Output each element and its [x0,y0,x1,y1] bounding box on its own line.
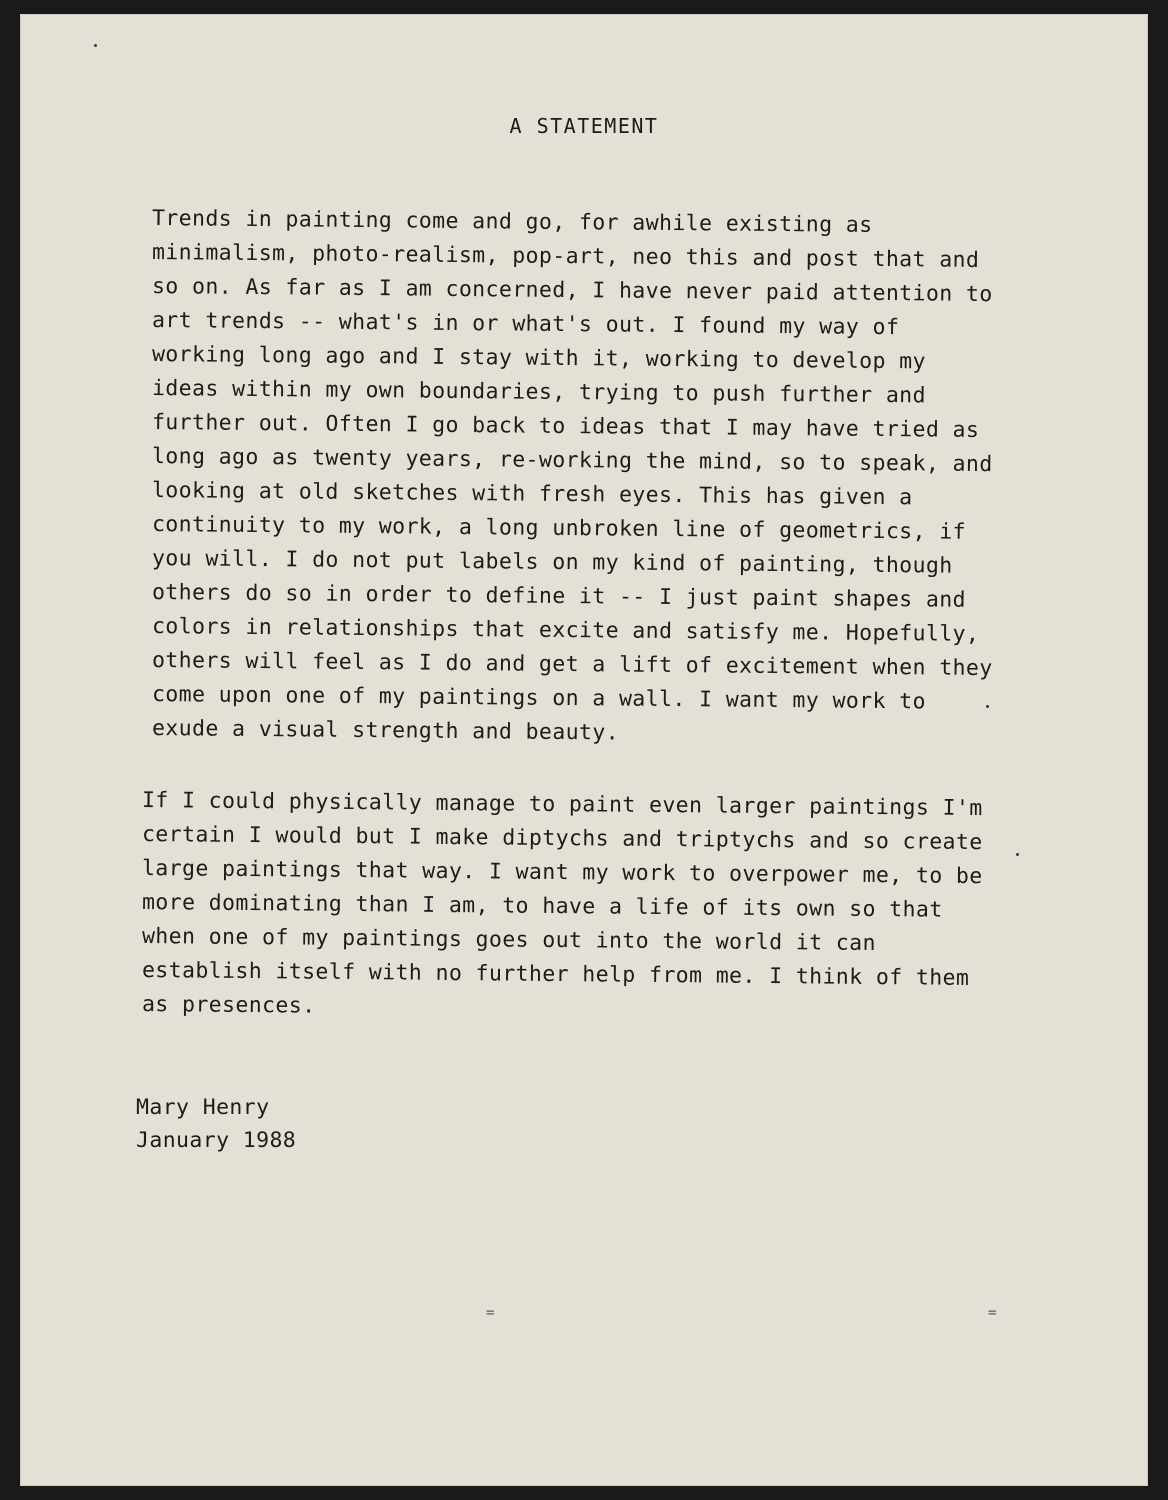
paragraph-line: others do so in order to define it -- I just paint shapes and [151,580,967,613]
paragraph-line: more dominating than I am, to have a life of its own so that [141,890,943,923]
paragraph-line: certain I would but I make diptychs and triptychs and so create [141,822,983,856]
statement-paragraph-2 [142,784,983,1022]
paragraph-line: others will feel as I do and get a lift of excitement when they [151,648,993,682]
print-mark-right: = [988,1305,997,1321]
paragraph-line: working long ago and I stay with it, working to develop my [151,342,927,375]
paragraph-line: establish itself with no further help from me. I think of them [141,958,970,991]
paragraph-line: when one of my paintings goes out into the world it can [141,924,877,957]
document-title: A STATEMENT [509,114,659,138]
paper-speck [986,705,989,708]
signature-date: January 1988 [136,1128,297,1153]
author-name: Mary Henry [136,1095,270,1120]
paragraph-line: ideas within my own boundaries, trying to push further and [151,376,927,409]
paragraph-line: art trends -- what's in or what's out. I found my way of [151,308,900,341]
paragraph-line: continuity to my work, a long unbroken line of geometrics, if [151,512,967,545]
paper-speck [94,44,97,47]
paragraph-line: large paintings that way. I want my work to overpower me, to be [141,856,983,890]
paragraph-line: you will. I do not put labels on my kind of painting, though [151,546,953,579]
paragraph-line: Trends in painting come and go, for awhile existing as [151,206,873,238]
paper-speck [1016,853,1019,856]
print-mark-left: = [486,1305,495,1321]
paragraph-line: as presences. [141,992,316,1019]
paragraph-line: colors in relationships that excite and satisfy me. Hopefully, [151,614,980,647]
statement-paragraph-1 [152,202,993,746]
signature-block [136,1091,296,1157]
paragraph-line: come upon one of my paintings on a wall. I want my work to [151,682,927,715]
document-page [20,14,1148,1486]
paragraph-line: minimalism, photo-realism, pop-art, neo this and post that and [151,240,980,273]
paragraph-line: exude a visual strength and beauty. [151,716,620,746]
paragraph-line: further out. Often I go back to ideas that I may have tried as [151,410,980,443]
paragraph-line: looking at old sketches with fresh eyes. This has given a [151,478,913,511]
paragraph-line: If I could physically manage to paint even larger paintings I'm [141,788,983,822]
paragraph-line: long ago as twenty years, re-working the mind, so to speak, and [151,444,993,478]
paragraph-line: so on. As far as I am concerned, I have never paid attention to [151,274,993,308]
